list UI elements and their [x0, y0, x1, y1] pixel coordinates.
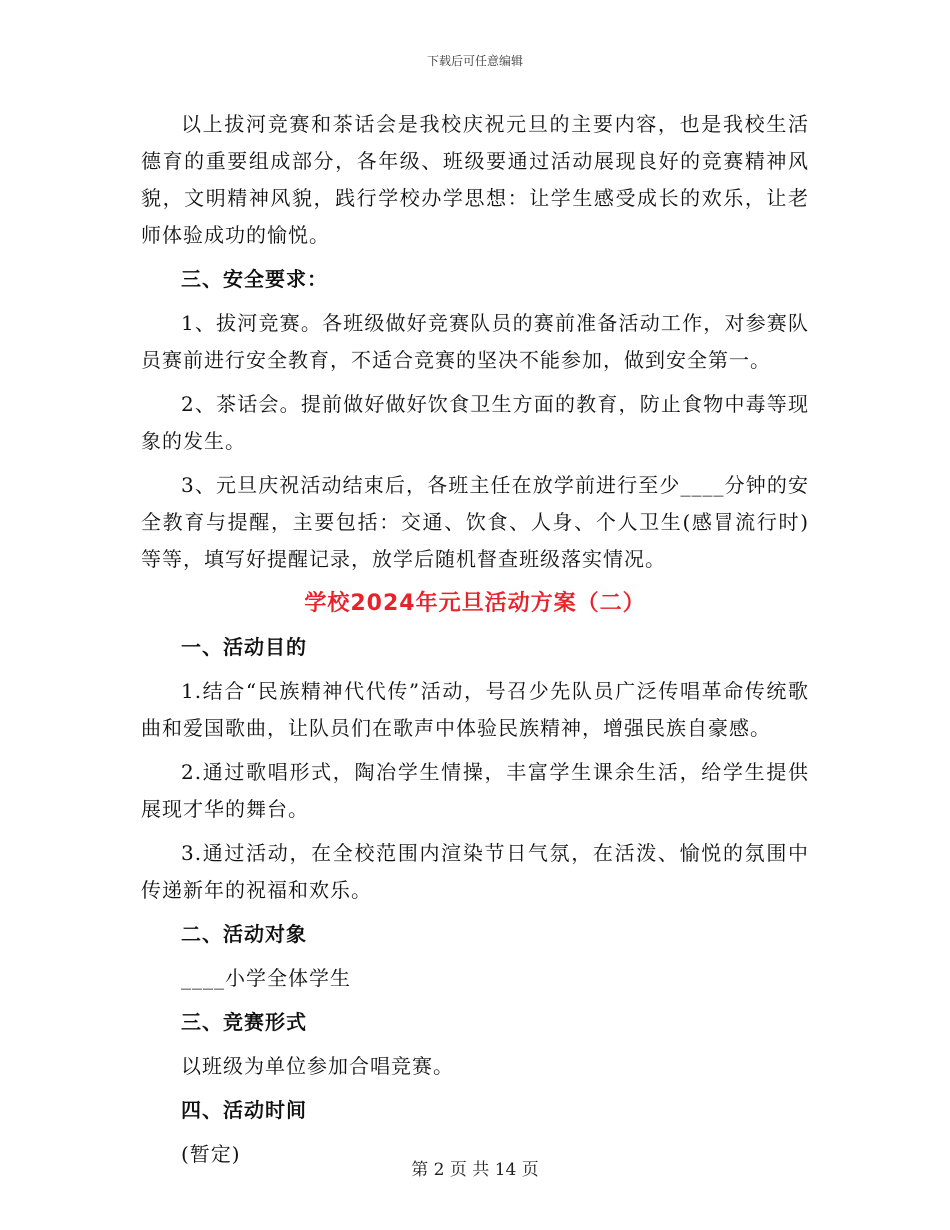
heading-target: 二、活动对象	[181, 922, 307, 946]
heading-purpose: 一、活动目的	[181, 635, 307, 659]
paragraph-purpose-2: 2.通过歌唱形式，陶冶学生情操，丰富学生课余生活，给学生提供展现才华的舞台。	[141, 760, 809, 821]
paragraph-summary: 以上拔河竞赛和茶话会是我校庆祝元旦的主要内容，也是我校生活德育的重要组成部分，各年级、班级要通过活动展现良好的竞赛精神风貌，文明精神风貌，践行学校办学思想：让学生感受成长的欢乐，让老师体验成功的愉悦。	[141, 112, 809, 247]
paragraph-safety-tea-party: 2、茶话会。提前做好做好饮食卫生方面的教育，防止食物中毒等现象的发生。	[141, 392, 809, 453]
paragraph-purpose-1: 1.结合“民族精神代代传”活动，号召少先队员广泛传唱革命传统歌曲和爱国歌曲，让队员们在歌声中体验民族精神，增强民族自豪感。	[141, 679, 809, 740]
heading-time: 四、活动时间	[181, 1098, 307, 1122]
paragraph-target: ____小学全体学生	[181, 966, 351, 990]
document-body	[141, 106, 809, 1180]
paragraph-purpose-3: 3.通过活动，在全校范围内渲染节日气氛，在活泼、愉悦的氛围中传递新年的祝福和欢乐。	[141, 841, 809, 902]
paragraph-safety-tug-of-war: 1、拔河竞赛。各班级做好竞赛队员的赛前准备活动工作，对参赛队员赛前进行安全教育，不适合竞赛的坚决不能参加，做到安全第一。	[141, 311, 809, 372]
header-note: 下载后可任意编辑	[426, 54, 523, 68]
paragraph-time: (暂定)	[181, 1142, 241, 1166]
section-title: 学校2024年元旦活动方案（二）	[304, 591, 646, 616]
heading-safety-requirements: 三、安全要求：	[181, 267, 328, 291]
page-number: 第 2 页 共 14 页	[411, 1160, 539, 1180]
paragraph-form: 以班级为单位参加合唱竞赛。	[181, 1054, 454, 1078]
paragraph-safety-after-event: 3、元旦庆祝活动结束后，各班主任在放学前进行至少____分钟的安全教育与提醒，主要包括：交通、饮食、人身、个人卫生(感冒流行时)等等，填写好提醒记录，放学后随机督查班级落实情况。	[141, 473, 809, 571]
heading-form: 三、竞赛形式	[181, 1010, 307, 1034]
